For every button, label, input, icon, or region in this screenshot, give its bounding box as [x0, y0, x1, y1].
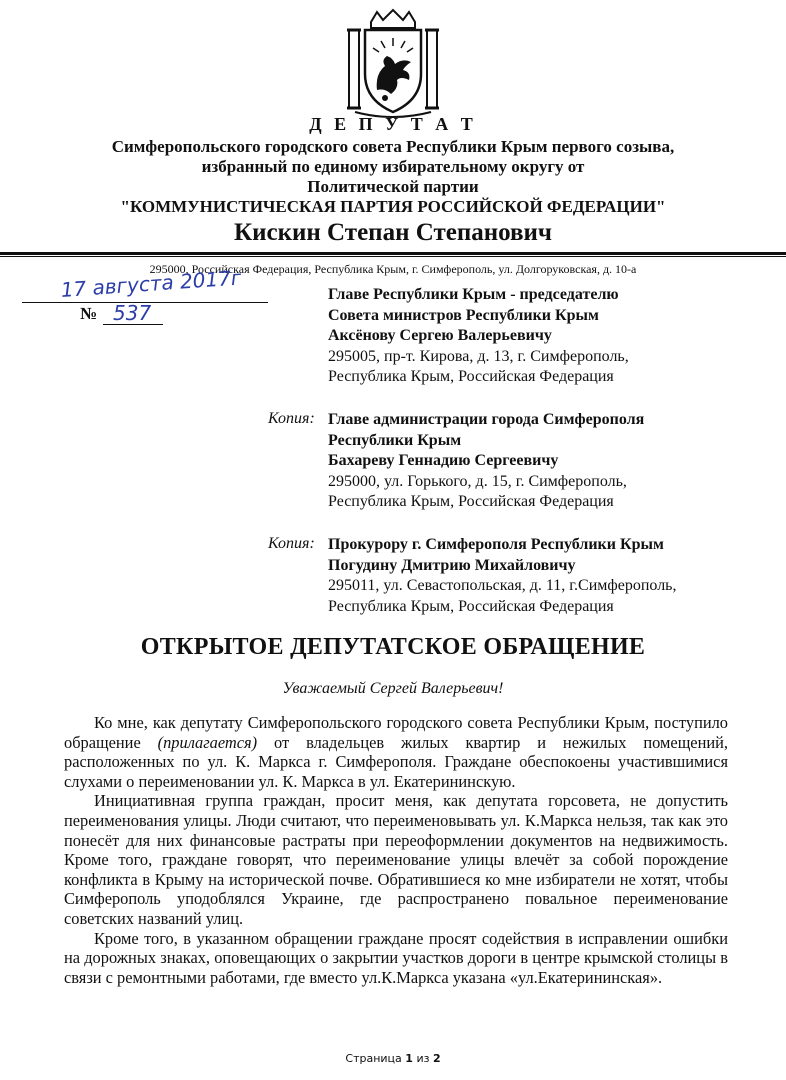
recipient-1-line-1: Главе Республики Крым - председателю [328, 286, 619, 303]
deputy-name: Кискин Степан Степанович [233, 219, 553, 246]
document-title: ОТКРЫТОЕ ДЕПУТАТСКОЕ ОБРАЩЕНИЕ [140, 634, 646, 660]
paragraph-3: Кроме того, в указанном обращении граждане просят содействия в исправлении ошибки на дорожных знаках, оповещающих о закрытии участков дороги в центре крымской столицы в связи с ремонтными работами, где вместо ул.К.Маркса указана «ул.Екатерининская». [64, 928, 728, 987]
recipient-2-line-3: Бахареву Геннадию Сергеевичу [328, 452, 559, 469]
header-rule-thin [0, 256, 786, 257]
header-line-1: Симферопольского городского совета Республики Крым первого созыва, [111, 137, 675, 156]
greeting: Уважаемый Сергей Валерьевич! [282, 680, 504, 697]
copy-label-2: Копия: [268, 535, 315, 552]
header-line-4: "КОММУНИСТИЧЕСКАЯ ПАРТИЯ РОССИЙСКОЙ ФЕДЕРАЦИИ" [120, 197, 666, 216]
recipient-2-line-2: Республики Крым [328, 431, 462, 449]
letter-body [64, 713, 728, 987]
header-title: Д Е П У Т А Т [309, 114, 477, 134]
page-footer [0, 1052, 786, 1065]
paragraph-1 [64, 713, 728, 791]
copy-label-1: Копия: [268, 410, 315, 427]
paragraph-1-attachment-note: (прилагается) [157, 732, 258, 752]
handwritten-date: 17 августа 2017г [60, 265, 243, 302]
paragraph-1-end: от владельцев жилых квартир и нежилых помещений, расположенных по ул. К. Маркса г. Симферополя. Граждане обеспокоены участившимися слухами о переименовании ул. К. Маркса в ул. Екатерининскую. [64, 732, 728, 791]
recipient-3-address-1: 295011, ул. Севастопольская, д. 11, г.Симферополь, [328, 577, 677, 594]
recipient-1-line-2: Совета министров Республики Крым [328, 306, 599, 324]
paragraph-1-start: Ко мне, как депутату Симферопольского городского совета Республики Крым, поступило обращение [64, 713, 728, 752]
page-total: 2 [432, 1052, 441, 1065]
recipient-1-line-3: Аксёнову Сергею Валерьевичу [328, 327, 552, 344]
recipient-2-line-1: Главе администрации города Симферополя [328, 411, 645, 428]
recipient-block-1 [328, 285, 629, 388]
header-rule-thick [0, 252, 786, 255]
recipient-2-address-1: 295000, ул. Горького, д. 15, г. Симферополь, [328, 472, 627, 490]
header-line-2: избранный по единому избирательному округу от [201, 157, 585, 176]
of-word: из [416, 1052, 430, 1065]
recipient-1-address-1: 295005, пр-т. Кирова, д. 13, г. Симферополь, [328, 347, 629, 365]
recipient-3-line-1: Прокурору г. Симферополя Республики Крым [328, 536, 664, 553]
recipient-3-line-2: Погудину Дмитрию Михайловичу [328, 556, 576, 574]
recipient-3-address-2: Республика Крым, Российская Федерация [328, 597, 614, 615]
crimea-coat-of-arms-icon [341, 8, 445, 118]
deputy-address: 295000, Российская Федерация, Республика Крым, г. Симферополь, ул. Долгоруковская, д. 10-а [149, 262, 637, 276]
header-line-3: Политической партии [307, 177, 479, 196]
recipient-block-2 [328, 410, 644, 513]
number-label: № [80, 304, 98, 323]
paragraph-2: Инициативная группа граждан, просит меня, как депутата горсовета, не допустить переименования улицы. Люди считают, что переименовывать ул. К.Маркса нельзя, так как это понесёт для них финансовые растраты при переоформлении документов на недвижимость. Кроме того, граждане говорят, что переименование улицы влечёт за собой порождение конфликта в Крыму на исторической почве. Обратившиеся ко мне избиратели не хотят, чтобы Симферополь уподоблялся Украине, где распространено повальное переименование советских названий улиц. [64, 791, 728, 928]
page-current: 1 [405, 1052, 413, 1065]
recipient-1-address-2: Республика Крым, Российская Федерация [328, 368, 614, 385]
page-word: Страница [345, 1052, 402, 1065]
handwritten-number: 537 [113, 301, 152, 325]
recipient-block-3 [328, 535, 676, 617]
recipient-2-address-2: Республика Крым, Российская Федерация [328, 493, 614, 510]
